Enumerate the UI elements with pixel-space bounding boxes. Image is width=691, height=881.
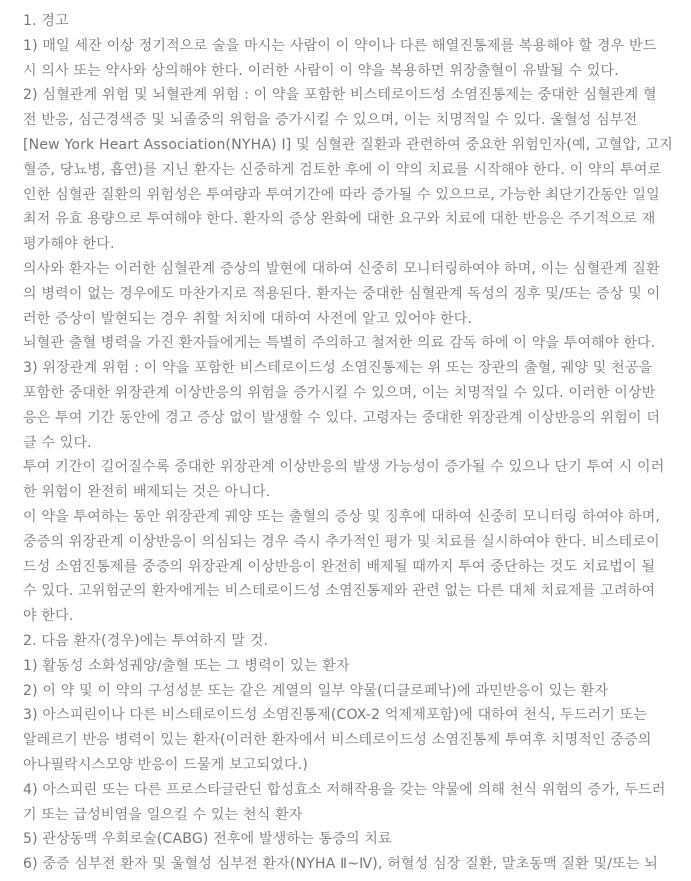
text-line: 중증의 위장관계 이상반응이 의심되는 경우 즉시 추가적인 평가 및 치료를 실시하여야 한다. 비스테로이: [23, 533, 660, 550]
text-line: 혈증, 당뇨병, 흡연)를 지닌 환자는 신중하게 검토한 후에 이 약의 치료를 시작해야 한다. 이 약의 투여로: [23, 161, 662, 178]
text-line: 2) 심혈관계 위험 및 뇌혈관계 위험 : 이 약을 포함한 비스테로이드성 소염진통제는 중대한 심혈관계 혈: [23, 87, 657, 104]
document-lines: [23, 9, 673, 877]
text-line: 한 위험이 완전히 배제되는 것은 아니다.: [23, 484, 271, 501]
text-line: 이 약을 투여하는 동안 위장관계 궤양 또는 출혈의 증상 및 징후에 대하여 신중히 모니터링 하여야 하며,: [23, 508, 661, 525]
text-line: 투여 기간이 길어질수록 중대한 위장관계 이상반응의 발생 가능성이 증가될 수 있으나 단기 투여 시 이러: [23, 459, 665, 476]
text-line: 전 반응, 심근경색증 및 뇌졸중의 위험을 증가시킬 수 있으며, 이는 치명적일 수 있다. 울혈성 심부전: [23, 112, 638, 129]
text-line: 러한 증상이 발현되는 경우 취할 처치에 대하여 사전에 알고 있어야 한다.: [23, 310, 473, 327]
text-line: 3) 위장관계 위험 : 이 약을 포함한 비스테로이드성 소염진통제는 위 또는 장관의 출혈, 궤양 및 천공을: [23, 360, 653, 377]
text-line: 기 또는 급성비염을 일으킬 수 있는 천식 환자: [23, 806, 303, 823]
text-line: 클 수 있다.: [23, 434, 92, 451]
text-line: 2. 다음 환자(경우)에는 투여하지 말 것.: [23, 632, 269, 649]
text-line: [New York Heart Association(NYHA) Ⅰ] 및 심혈관 질환과 관련하여 중요한 위험인자(예, 고혈압, 고지: [23, 136, 673, 153]
text-line: 5) 관상동맥 우회로술(CABG) 전후에 발생하는 통증의 치료: [23, 831, 392, 848]
text-line: 의 병력이 없는 경우에도 마찬가지로 적용된다. 환자는 중대한 심혈관계 독성의 징후 및/또는 증상 및 이: [23, 285, 661, 302]
text-line: 시 의사 또는 약사와 상의해야 한다. 이러한 사람이 이 약을 복용하면 위장출혈이 유발될 수 있다.: [23, 62, 619, 79]
text-line: 뇌혈관 출혈 병력을 가진 환자들에게는 특별히 주의하고 철저한 의료 감독 하에 이 약을 투여해야 한다.: [23, 335, 656, 352]
text-line: 아나필락시스모양 반응이 드물게 보고되었다.): [23, 756, 309, 773]
text-line: 2) 이 약 및 이 약의 구성성분 또는 같은 계열의 일부 약물(디클로페낙)에 과민반응이 있는 환자: [23, 682, 609, 699]
text-line: 포함한 중대한 위장관계 이상반응의 위험을 증가시킬 수 있으며, 이는 치명적일 수 있다. 이러한 이상반: [23, 384, 656, 401]
text-line: 최저 유효 용량으로 투여해야 한다. 환자의 증상 완화에 대한 요구와 치료에 대한 반응은 주기적으로 재: [23, 211, 656, 228]
text-line: 1) 매일 세잔 이상 정기적으로 술을 마시는 사람이 이 약이나 다른 해열진통제를 복용해야 할 경우 반드: [23, 37, 657, 54]
text-line: 알레르기 반응 병력이 있는 환자(이러한 환자에서 비스테로이드성 소염진통제 투여후 치명적인 중증의: [23, 732, 652, 749]
text-line: 야 한다.: [23, 608, 74, 625]
text-line: 1) 활동성 소화성궤양/출혈 또는 그 병력이 있는 환자: [23, 657, 350, 674]
text-line: 응은 투여 기간 동안에 경고 증상 없이 발생할 수 있다. 고령자는 중대한 위장관계 이상반응의 위험이 더: [23, 409, 661, 426]
text-line: 1. 경고: [23, 13, 69, 29]
text-line: 4) 아스피린 또는 다른 프로스타글란딘 합성효소 저해작용을 갖는 약물에 의해 천식 위험의 증가, 두드러: [23, 781, 666, 798]
text-line: 평가해야 한다.: [23, 236, 115, 253]
text-line: 의사와 환자는 이러한 심혈관계 증상의 발현에 대하여 신중히 모니터링하여야 하며, 이는 심혈관계 질환: [23, 260, 660, 277]
text-line: 인한 심혈관 질환의 위험성은 투여량과 투여기간에 따라 증가될 수 있으므로, 가능한 최단기간동안 일일: [23, 186, 660, 203]
text-line: 드성 소염진통제를 중증의 위장관계 이상반응이 완전히 배제될 때까지 투여 중단하는 것도 치료법이 될: [23, 558, 656, 575]
text-line: 3) 아스피린이나 다른 비스테로이드성 소염진통제(COX-2 억제제포함)에 대하여 천식, 두드러기 또는: [23, 707, 648, 724]
text-line: 수 있다. 고위험군의 환자에게는 비스테로이드성 소염진통제와 관련 없는 다른 대체 치료제를 고려하여: [23, 583, 656, 600]
text-line: 6) 중증 심부전 환자 및 울혈성 심부전 환자(NYHA Ⅱ~Ⅳ), 허혈성 심장 질환, 말초동맥 질환 및/또는 뇌: [23, 856, 659, 873]
